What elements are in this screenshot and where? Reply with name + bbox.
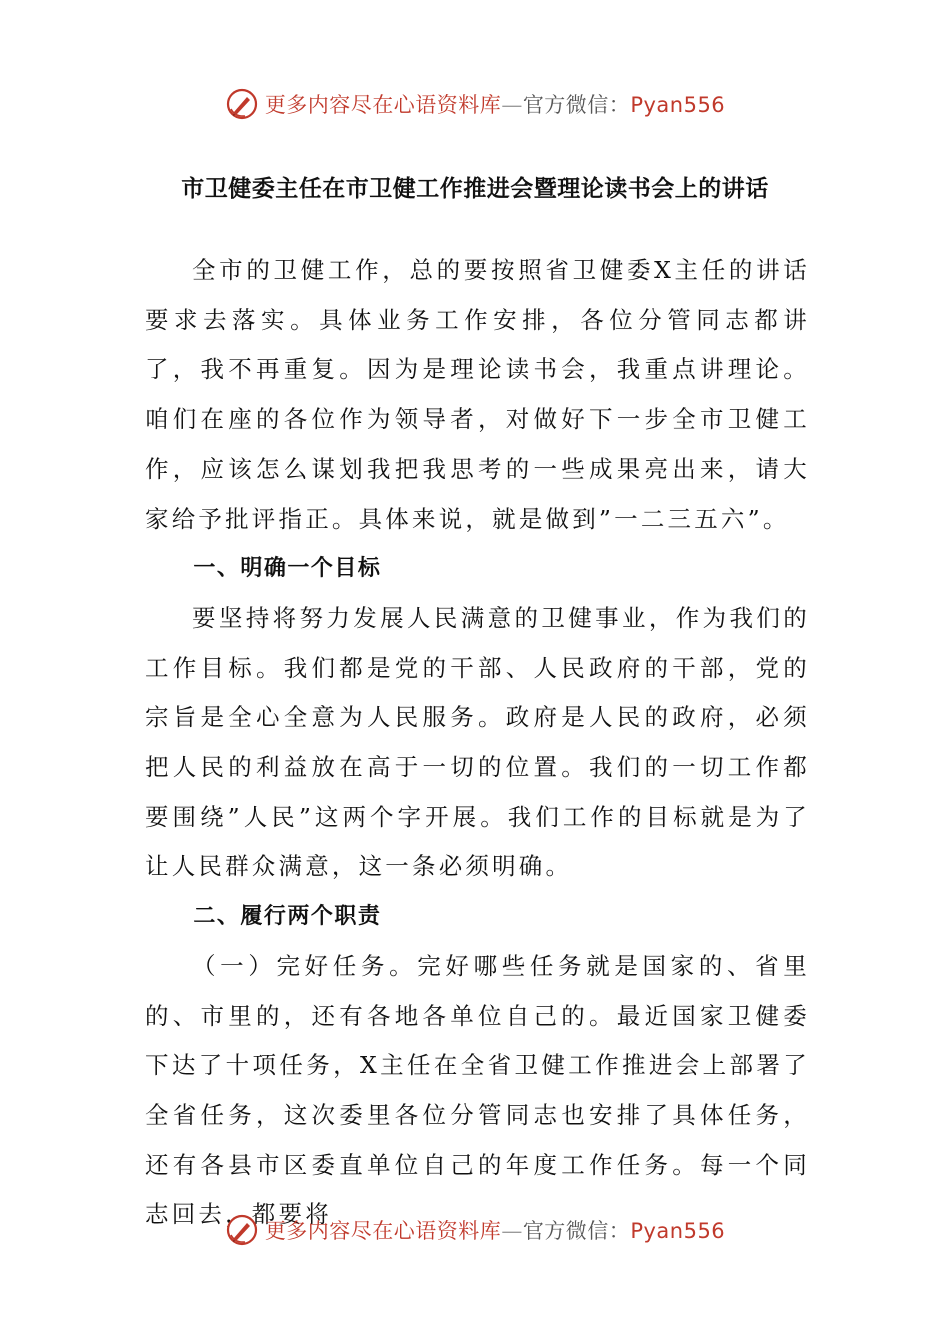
document-title: 市卫健委主任在市卫健工作推进会暨理论读书会上的讲话	[181, 176, 769, 202]
pen-logo-icon	[225, 1213, 259, 1247]
header-watermark	[0, 84, 950, 124]
body-paragraph: 全市的卫健工作，总的要按照省卫健委X主任的讲话要求去落实。具体业务工作安排，各位分管同志都讲了，我不再重复。因为是理论读书会，我重点讲理论。咱们在座的各位作为领导者，对做好下一步全市卫健工作，应该怎么谋划我把我思考的一些成果亮出来，请大家给予批评指正。具体来说，就是做到”一二三五六”。	[145, 256, 810, 533]
section-heading: 一、明确一个目标	[193, 556, 382, 582]
document-body	[145, 246, 810, 1240]
watermark-text: 更多内容尽在心语资料库—官方微信：Pyan556	[264, 93, 726, 117]
pen-logo-icon	[225, 87, 259, 121]
watermark-text: 更多内容尽在心语资料库—官方微信：Pyan556	[264, 1219, 726, 1243]
footer-watermark	[0, 1210, 950, 1250]
section-heading: 二、履行两个职责	[193, 904, 382, 930]
body-paragraph: 要坚持将努力发展人民满意的卫健事业，作为我们的工作目标。我们都是党的干部、人民政府的干部，党的宗旨是全心全意为人民服务。政府是人民的政府，必须把人民的利益放在高于一切的位置。我们的一切工作都要围绕”人民”这两个字开展。我们工作的目标就是为了让人民群众满意，这一条必须明确。	[145, 603, 810, 881]
body-paragraph: （一）完好任务。完好哪些任务就是国家的、省里的、市里的，还有各地各单位自己的。最近国家卫健委下达了十项任务，X主任在全省卫健工作推进会上部署了全省任务，这次委里各位分管同志也安排了具体任务，还有各县市区委直单位自己的年度工作任务。每一个同志回去，都要将	[145, 951, 810, 1229]
